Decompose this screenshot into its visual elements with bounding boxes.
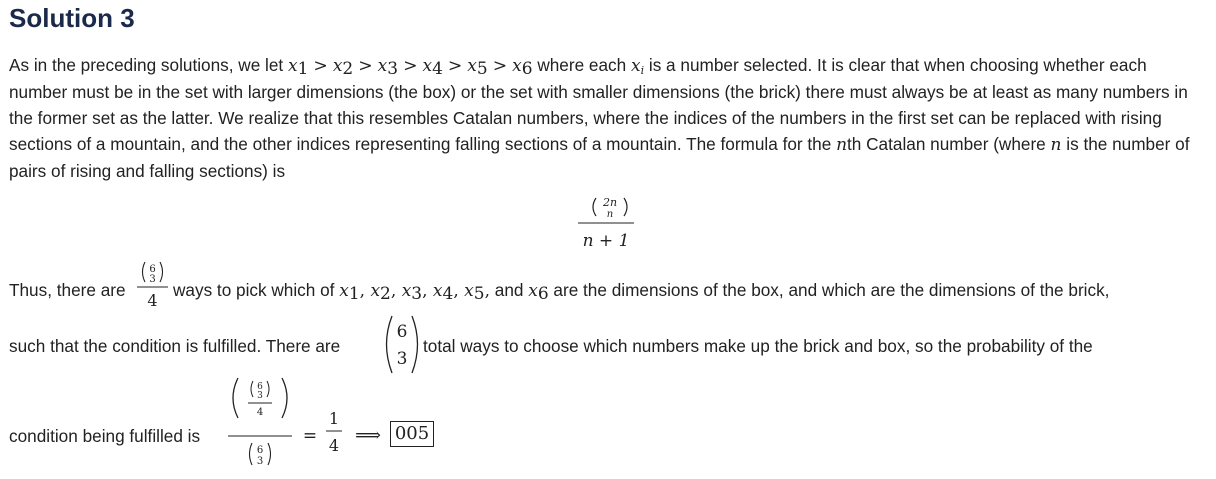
thus-line-rest: ways to pick which of $x_1$, $x_2$, $x_3$, $x_4$, $x_5$, and $x_6$ are the dimensions of the box, and which are the dimensions of the brick, xyxy=(173,280,1110,304)
var-xi: $x_i$ xyxy=(630,56,645,77)
binom-6-3 xyxy=(380,313,424,379)
var-n: n xyxy=(836,135,848,155)
var-x4: $x_4$ xyxy=(422,56,443,79)
thus-fraction xyxy=(134,258,172,316)
svg-text:6: 6 xyxy=(396,322,408,342)
svg-text:4: 4 xyxy=(147,291,158,310)
solution-paragraph: As in the preceding solutions, we let $x_1 > x_2 > x_3 > x_4 > x_5 > x_6$ where each $x_i$ is a number selected. It is clear that when choosing whether each number must be in the set with larger dimensions (the box) or the set with smaller dimensions (the brick) there must always be at least as many numbers in the former set as the latter. We realize that this resembles Catalan numbers, where the indices of the numbers in the first set can be replaced with rising sections of a mountain, and the other indices representing falling sections of a mountain. The formula for the nth Catalan number (where n is the number of pairs of rising and falling sections) is xyxy=(9,55,1190,181)
svg-text:4: 4 xyxy=(256,407,264,418)
such-line: such that the condition is fulfilled. There are xyxy=(9,336,341,356)
svg-text:1: 1 xyxy=(328,409,340,428)
such-line-rest: total ways to choose which numbers make up the brick and box, so the probability of the xyxy=(423,336,1093,356)
var-x2: $x_2$ xyxy=(370,281,391,304)
binom-bottom: n xyxy=(606,209,614,220)
condition-line: condition being fulfilled is xyxy=(9,426,201,446)
var-n: n xyxy=(1050,135,1062,155)
svg-text:3: 3 xyxy=(149,274,156,285)
var-x1: $x_1$ xyxy=(339,281,360,304)
svg-text:3: 3 xyxy=(257,391,263,401)
var-x5: $x_5$ xyxy=(467,56,488,79)
svg-text:6: 6 xyxy=(257,382,263,392)
var-x5: $x_5$ xyxy=(464,281,485,304)
svg-text:6: 6 xyxy=(256,445,264,456)
svg-text:⟹: ⟹ xyxy=(355,425,381,446)
thus-line: Thus, there are xyxy=(9,280,126,300)
var-x4: $x_4$ xyxy=(432,281,454,304)
var-x6: $x_6$ xyxy=(512,56,533,79)
var-x2: $x_2$ xyxy=(332,56,354,79)
svg-text:=: = xyxy=(302,426,318,446)
svg-text:3: 3 xyxy=(256,456,264,467)
svg-text:6: 6 xyxy=(149,264,156,275)
var-x3: $x_3$ xyxy=(401,281,423,304)
probability-expression xyxy=(226,374,390,474)
var-x6: $x_6$ xyxy=(528,281,549,304)
answer-box: 005 xyxy=(390,421,434,447)
var-x3: $x_3$ xyxy=(377,56,399,79)
formula-denominator: n + 1 xyxy=(582,231,630,251)
solution-heading: Solution 3 xyxy=(9,3,135,33)
catalan-formula xyxy=(570,192,650,254)
binom-top: 2n xyxy=(602,196,618,209)
svg-text:4: 4 xyxy=(328,436,340,455)
var-x1: $x_1$ xyxy=(287,56,309,79)
svg-text:3: 3 xyxy=(396,349,408,369)
